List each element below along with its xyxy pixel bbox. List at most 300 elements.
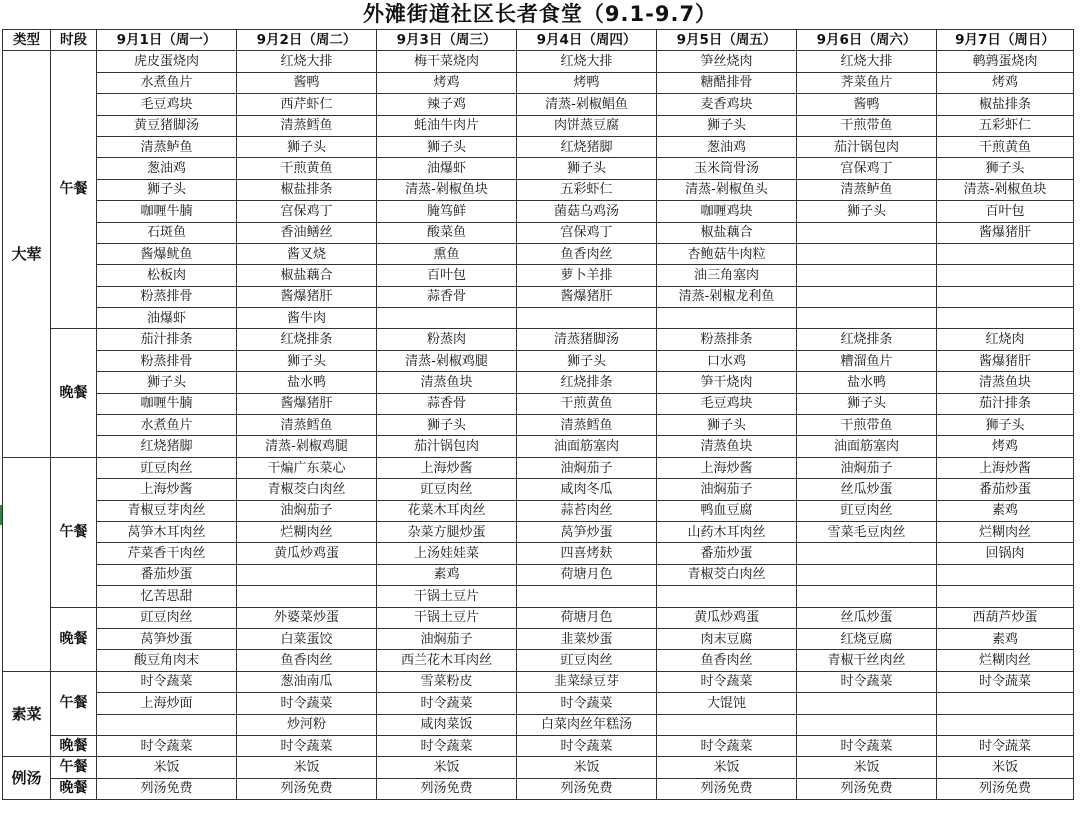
dish-cell: 酱牛肉 xyxy=(237,308,377,329)
dish-cell: 番茄炒蛋 xyxy=(97,564,237,585)
header-period: 时段 xyxy=(51,30,97,51)
dish-cell: 丝瓜炒蛋 xyxy=(797,607,937,628)
dish-cell: 四喜烤麸 xyxy=(517,543,657,564)
dish-cell xyxy=(657,308,797,329)
weekly-menu-table xyxy=(2,29,1074,800)
dish-cell: 时令蔬菜 xyxy=(97,735,237,756)
dish-cell: 时令蔬菜 xyxy=(657,671,797,692)
table-row xyxy=(3,564,1074,585)
dish-cell: 清蒸-剁椒鸡腿 xyxy=(237,436,377,457)
dish-cell: 茄汁锅包肉 xyxy=(797,136,937,157)
dish-cell: 上汤娃娃菜 xyxy=(377,543,517,564)
dish-cell: 油焖茄子 xyxy=(517,457,657,478)
dish-cell: 豇豆肉丝 xyxy=(797,500,937,521)
dish-cell: 莴笋炒蛋 xyxy=(517,521,657,542)
period-cell: 午餐 xyxy=(51,51,97,329)
table-row xyxy=(3,308,1074,329)
dish-cell: 酱爆鱿鱼 xyxy=(97,243,237,264)
dish-cell: 列汤免费 xyxy=(377,778,517,799)
dish-cell: 山药木耳肉丝 xyxy=(657,521,797,542)
table-row xyxy=(3,201,1074,222)
dish-cell: 米饭 xyxy=(97,757,237,778)
dish-cell: 油焖茄子 xyxy=(657,479,797,500)
dish-cell: 咖喱鸡块 xyxy=(657,201,797,222)
dish-cell: 红烧大排 xyxy=(797,51,937,72)
dish-cell: 时令蔬菜 xyxy=(937,671,1074,692)
dish-cell: 列汤免费 xyxy=(937,778,1074,799)
dish-cell: 盐水鸭 xyxy=(797,372,937,393)
table-row xyxy=(3,757,1074,778)
table-row xyxy=(3,607,1074,628)
dish-cell xyxy=(797,265,937,286)
dish-cell xyxy=(797,693,937,714)
dish-cell: 烂糊肉丝 xyxy=(937,650,1074,671)
dish-cell: 荷塘月色 xyxy=(517,607,657,628)
dish-cell: 雪菜粉皮 xyxy=(377,671,517,692)
table-row xyxy=(3,51,1074,72)
dish-cell: 素鸡 xyxy=(937,500,1074,521)
dish-cell: 干锅土豆片 xyxy=(377,586,517,607)
dish-cell: 干煎黄鱼 xyxy=(937,136,1074,157)
dish-cell: 笋干烧肉 xyxy=(657,372,797,393)
dish-cell: 列汤免费 xyxy=(237,778,377,799)
dish-cell: 莴笋炒蛋 xyxy=(97,628,237,649)
dish-cell: 列汤免费 xyxy=(657,778,797,799)
dish-cell: 玉米筒骨汤 xyxy=(657,158,797,179)
dish-cell: 西葫芦炒蛋 xyxy=(937,607,1074,628)
dish-cell: 狮子头 xyxy=(797,201,937,222)
dish-cell: 蒜香骨 xyxy=(377,286,517,307)
dish-cell: 清蒸鳕鱼 xyxy=(237,415,377,436)
dish-cell: 口水鸡 xyxy=(657,350,797,371)
category-cell xyxy=(3,457,51,671)
dish-cell: 狮子头 xyxy=(237,136,377,157)
dish-cell: 干煎带鱼 xyxy=(797,415,937,436)
dish-cell: 上海炒酱 xyxy=(657,457,797,478)
dish-cell: 狮子头 xyxy=(377,415,517,436)
dish-cell: 丝瓜炒蛋 xyxy=(797,479,937,500)
dish-cell: 烤鸡 xyxy=(937,72,1074,93)
dish-cell: 米饭 xyxy=(937,757,1074,778)
dish-cell: 肉末豆腐 xyxy=(657,628,797,649)
dish-cell: 红烧猪脚 xyxy=(97,436,237,457)
dish-cell: 百叶包 xyxy=(377,265,517,286)
dish-cell: 时令蔬菜 xyxy=(937,735,1074,756)
dish-cell xyxy=(97,714,237,735)
dish-cell: 芹菜香干肉丝 xyxy=(97,543,237,564)
table-row xyxy=(3,243,1074,264)
dish-cell xyxy=(657,714,797,735)
dish-cell: 茄汁锅包肉 xyxy=(377,436,517,457)
header-day: 9月3日（周三） xyxy=(377,30,517,51)
period-cell: 晚餐 xyxy=(51,607,97,671)
dish-cell xyxy=(797,243,937,264)
dish-cell: 油面筋塞肉 xyxy=(797,436,937,457)
menu-body xyxy=(3,51,1074,800)
dish-cell: 酱爆猪肝 xyxy=(937,350,1074,371)
period-cell: 晚餐 xyxy=(51,735,97,756)
table-row xyxy=(3,778,1074,799)
dish-cell: 盐水鸭 xyxy=(237,372,377,393)
dish-cell: 番茄炒蛋 xyxy=(657,543,797,564)
dish-cell: 萝卜羊排 xyxy=(517,265,657,286)
dish-cell: 菌菇乌鸡汤 xyxy=(517,201,657,222)
dish-cell: 狮子头 xyxy=(657,415,797,436)
dish-cell: 时令蔬菜 xyxy=(797,735,937,756)
dish-cell: 水煮鱼片 xyxy=(97,415,237,436)
dish-cell: 清蒸-剁椒鸡腿 xyxy=(377,350,517,371)
dish-cell: 咖喱牛腩 xyxy=(97,393,237,414)
dish-cell: 时令蔬菜 xyxy=(517,735,657,756)
dish-cell: 杂菜方腿炒蛋 xyxy=(377,521,517,542)
header-day: 9月4日（周四） xyxy=(517,30,657,51)
dish-cell: 水煮鱼片 xyxy=(97,72,237,93)
dish-cell: 干煎黄鱼 xyxy=(237,158,377,179)
dish-cell: 韭菜绿豆芽 xyxy=(517,671,657,692)
dish-cell: 粉蒸肉 xyxy=(377,329,517,350)
dish-cell: 外婆菜炒蛋 xyxy=(237,607,377,628)
period-cell: 晚餐 xyxy=(51,778,97,799)
dish-cell: 雪菜毛豆肉丝 xyxy=(797,521,937,542)
dish-cell: 红烧肉 xyxy=(937,329,1074,350)
dish-cell: 鱼香肉丝 xyxy=(657,650,797,671)
dish-cell: 狮子头 xyxy=(97,179,237,200)
dish-cell: 上海炒酱 xyxy=(97,479,237,500)
dish-cell: 干锅土豆片 xyxy=(377,607,517,628)
dish-cell: 油爆虾 xyxy=(377,158,517,179)
dish-cell: 红烧豆腐 xyxy=(797,628,937,649)
dish-cell xyxy=(377,308,517,329)
dish-cell: 豇豆肉丝 xyxy=(377,479,517,500)
dish-cell: 红烧大排 xyxy=(237,51,377,72)
dish-cell: 百叶包 xyxy=(937,201,1074,222)
dish-cell: 荠菜鱼片 xyxy=(797,72,937,93)
dish-cell: 番茄炒蛋 xyxy=(937,479,1074,500)
dish-cell: 狮子头 xyxy=(517,350,657,371)
dish-cell: 时令蔬菜 xyxy=(237,735,377,756)
dish-cell: 笋丝烧肉 xyxy=(657,51,797,72)
dish-cell: 椒盐排条 xyxy=(237,179,377,200)
dish-cell: 狮子头 xyxy=(937,415,1074,436)
table-row xyxy=(3,94,1074,115)
table-row xyxy=(3,479,1074,500)
dish-cell: 狮子头 xyxy=(97,372,237,393)
dish-cell: 葱油鸡 xyxy=(97,158,237,179)
dish-cell: 烂糊肉丝 xyxy=(237,521,377,542)
dish-cell: 油三角塞肉 xyxy=(657,265,797,286)
dish-cell: 米饭 xyxy=(237,757,377,778)
dish-cell: 青椒茭白肉丝 xyxy=(657,564,797,585)
header-day: 9月5日（周五） xyxy=(657,30,797,51)
table-row xyxy=(3,415,1074,436)
dish-cell: 豇豆肉丝 xyxy=(97,607,237,628)
dish-cell xyxy=(797,222,937,243)
dish-cell xyxy=(937,243,1074,264)
dish-cell xyxy=(797,543,937,564)
dish-cell: 时令蔬菜 xyxy=(657,735,797,756)
dish-cell: 列汤免费 xyxy=(797,778,937,799)
dish-cell: 油面筋塞肉 xyxy=(517,436,657,457)
dish-cell: 鱼香肉丝 xyxy=(237,650,377,671)
dish-cell: 干煸广东菜心 xyxy=(237,457,377,478)
dish-cell: 米饭 xyxy=(797,757,937,778)
header-day: 9月1日（周一） xyxy=(97,30,237,51)
dish-cell: 时令蔬菜 xyxy=(377,735,517,756)
dish-cell: 红烧排条 xyxy=(517,372,657,393)
dish-cell: 时令蔬菜 xyxy=(97,671,237,692)
dish-cell: 清蒸鱼块 xyxy=(377,372,517,393)
header-day: 9月6日（周六） xyxy=(797,30,937,51)
dish-cell: 清蒸鲈鱼 xyxy=(797,179,937,200)
dish-cell: 葱油鸡 xyxy=(657,136,797,157)
dish-cell: 豇豆肉丝 xyxy=(97,457,237,478)
dish-cell: 烤鸡 xyxy=(377,72,517,93)
table-row xyxy=(3,158,1074,179)
dish-cell: 列汤免费 xyxy=(517,778,657,799)
dish-cell xyxy=(937,265,1074,286)
dish-cell: 鹌鹑蛋烧肉 xyxy=(937,51,1074,72)
dish-cell: 蚝油牛肉片 xyxy=(377,115,517,136)
dish-cell: 花菜木耳肉丝 xyxy=(377,500,517,521)
period-cell: 午餐 xyxy=(51,671,97,735)
dish-cell: 青椒干丝肉丝 xyxy=(797,650,937,671)
dish-cell: 回锅肉 xyxy=(937,543,1074,564)
dish-cell: 酱鸭 xyxy=(237,72,377,93)
dish-cell: 鱼香肉丝 xyxy=(517,243,657,264)
dish-cell: 红烧大排 xyxy=(517,51,657,72)
dish-cell: 烤鸡 xyxy=(937,436,1074,457)
dish-cell: 青椒豆芽肉丝 xyxy=(97,500,237,521)
dish-cell: 韭菜炒蛋 xyxy=(517,628,657,649)
dish-cell: 酱鸭 xyxy=(797,94,937,115)
dish-cell: 时令蔬菜 xyxy=(237,693,377,714)
dish-cell xyxy=(797,308,937,329)
dish-cell: 毛豆鸡块 xyxy=(657,393,797,414)
dish-cell: 酱爆猪肝 xyxy=(237,393,377,414)
table-row xyxy=(3,543,1074,564)
dish-cell: 忆苦思甜 xyxy=(97,586,237,607)
dish-cell: 狮子头 xyxy=(377,136,517,157)
table-row xyxy=(3,650,1074,671)
dish-cell: 麦香鸡块 xyxy=(657,94,797,115)
table-row xyxy=(3,136,1074,157)
dish-cell: 粉蒸排骨 xyxy=(97,350,237,371)
table-row xyxy=(3,265,1074,286)
dish-cell: 干煎带鱼 xyxy=(797,115,937,136)
dish-cell: 时令蔬菜 xyxy=(377,693,517,714)
dish-cell: 茄汁排条 xyxy=(97,329,237,350)
dish-cell: 西芹虾仁 xyxy=(237,94,377,115)
dish-cell: 清蒸鲈鱼 xyxy=(97,136,237,157)
dish-cell: 白菜蛋饺 xyxy=(237,628,377,649)
period-cell: 午餐 xyxy=(51,757,97,778)
table-row xyxy=(3,393,1074,414)
dish-cell: 酱叉烧 xyxy=(237,243,377,264)
dish-cell: 熏鱼 xyxy=(377,243,517,264)
dish-cell: 辣子鸡 xyxy=(377,94,517,115)
table-row xyxy=(3,72,1074,93)
dish-cell xyxy=(517,308,657,329)
dish-cell: 五彩虾仁 xyxy=(517,179,657,200)
dish-cell: 清蒸猪脚汤 xyxy=(517,329,657,350)
dish-cell: 虎皮蛋烧肉 xyxy=(97,51,237,72)
dish-cell: 白菜肉丝年糕汤 xyxy=(517,714,657,735)
dish-cell: 清蒸-剁椒鲳鱼 xyxy=(517,94,657,115)
dish-cell xyxy=(937,308,1074,329)
table-row xyxy=(3,457,1074,478)
dish-cell: 鸭血豆腐 xyxy=(657,500,797,521)
dish-cell: 黄瓜炒鸡蛋 xyxy=(237,543,377,564)
table-row xyxy=(3,521,1074,542)
dish-cell: 清蒸-剁椒鱼头 xyxy=(657,179,797,200)
dish-cell: 糖醋排骨 xyxy=(657,72,797,93)
dish-cell: 清蒸鱼块 xyxy=(937,372,1074,393)
dish-cell: 肉饼蒸豆腐 xyxy=(517,115,657,136)
dish-cell: 黄瓜炒鸡蛋 xyxy=(657,607,797,628)
dish-cell: 狮子头 xyxy=(657,115,797,136)
dish-cell: 酱爆猪肝 xyxy=(937,222,1074,243)
table-row xyxy=(3,329,1074,350)
dish-cell: 粉蒸排条 xyxy=(657,329,797,350)
dish-cell: 米饭 xyxy=(657,757,797,778)
dish-cell xyxy=(937,714,1074,735)
dish-cell: 青椒茭白肉丝 xyxy=(237,479,377,500)
dish-cell: 狮子头 xyxy=(517,158,657,179)
dish-cell: 上海炒酱 xyxy=(937,457,1074,478)
dish-cell: 大馄饨 xyxy=(657,693,797,714)
dish-cell xyxy=(237,586,377,607)
dish-cell: 蒜香骨 xyxy=(377,393,517,414)
dish-cell: 糟溜鱼片 xyxy=(797,350,937,371)
dish-cell: 时令蔬菜 xyxy=(517,693,657,714)
dish-cell: 松板肉 xyxy=(97,265,237,286)
table-row xyxy=(3,671,1074,692)
dish-cell: 上海炒酱 xyxy=(377,457,517,478)
dish-cell: 炒河粉 xyxy=(237,714,377,735)
table-row xyxy=(3,115,1074,136)
header-row xyxy=(3,30,1074,51)
dish-cell: 荷塘月色 xyxy=(517,564,657,585)
header-type: 类型 xyxy=(3,30,51,51)
table-row xyxy=(3,222,1074,243)
dish-cell: 素鸡 xyxy=(937,628,1074,649)
dish-cell: 油爆虾 xyxy=(97,308,237,329)
dish-cell: 黄豆猪脚汤 xyxy=(97,115,237,136)
dish-cell: 酸豆角肉末 xyxy=(97,650,237,671)
table-row xyxy=(3,714,1074,735)
table-row xyxy=(3,693,1074,714)
dish-cell: 宫保鸡丁 xyxy=(797,158,937,179)
dish-cell: 西兰花木耳肉丝 xyxy=(377,650,517,671)
dish-cell: 宫保鸡丁 xyxy=(517,222,657,243)
dish-cell: 腌笃鲜 xyxy=(377,201,517,222)
header-day: 9月2日（周二） xyxy=(237,30,377,51)
dish-cell: 咸肉菜饭 xyxy=(377,714,517,735)
dish-cell xyxy=(797,286,937,307)
table-row xyxy=(3,286,1074,307)
dish-cell: 清蒸-剁椒龙利鱼 xyxy=(657,286,797,307)
dish-cell: 咖喱牛腩 xyxy=(97,201,237,222)
dish-cell: 五彩虾仁 xyxy=(937,115,1074,136)
dish-cell xyxy=(937,286,1074,307)
dish-cell: 上海炒面 xyxy=(97,693,237,714)
dish-cell xyxy=(797,586,937,607)
dish-cell: 狮子头 xyxy=(797,393,937,414)
dish-cell: 咸肉冬瓜 xyxy=(517,479,657,500)
dish-cell: 粉蒸排骨 xyxy=(97,286,237,307)
period-cell: 午餐 xyxy=(51,457,97,607)
dish-cell: 酱爆猪肝 xyxy=(237,286,377,307)
dish-cell: 清蒸鱼块 xyxy=(657,436,797,457)
dish-cell: 宫保鸡丁 xyxy=(237,201,377,222)
dish-cell: 油焖茄子 xyxy=(797,457,937,478)
dish-cell: 米饭 xyxy=(517,757,657,778)
category-cell: 素菜 xyxy=(3,671,51,757)
dish-cell: 列汤免费 xyxy=(97,778,237,799)
dish-cell xyxy=(937,693,1074,714)
dish-cell: 酱爆猪肝 xyxy=(517,286,657,307)
dish-cell: 石斑鱼 xyxy=(97,222,237,243)
dish-cell: 清蒸鳕鱼 xyxy=(237,115,377,136)
table-row xyxy=(3,735,1074,756)
table-row xyxy=(3,179,1074,200)
header-day: 9月7日（周日） xyxy=(937,30,1074,51)
table-row xyxy=(3,436,1074,457)
dish-cell: 莴笋木耳肉丝 xyxy=(97,521,237,542)
dish-cell: 素鸡 xyxy=(377,564,517,585)
dish-cell: 椒盐藕合 xyxy=(237,265,377,286)
dish-cell xyxy=(937,564,1074,585)
dish-cell: 米饭 xyxy=(377,757,517,778)
dish-cell: 椒盐藕合 xyxy=(657,222,797,243)
table-row xyxy=(3,500,1074,521)
table-row xyxy=(3,372,1074,393)
period-cell: 晚餐 xyxy=(51,329,97,457)
dish-cell xyxy=(657,586,797,607)
dish-cell: 梅干菜烧肉 xyxy=(377,51,517,72)
dish-cell: 茄汁排条 xyxy=(937,393,1074,414)
table-row xyxy=(3,586,1074,607)
dish-cell: 椒盐排条 xyxy=(937,94,1074,115)
dish-cell: 油焖茄子 xyxy=(237,500,377,521)
dish-cell xyxy=(797,714,937,735)
dish-cell: 狮子头 xyxy=(237,350,377,371)
category-cell: 大荤 xyxy=(3,51,51,457)
dish-cell: 烂糊肉丝 xyxy=(937,521,1074,542)
dish-cell: 时令蔬菜 xyxy=(797,671,937,692)
dish-cell: 清蒸-剁椒鱼块 xyxy=(937,179,1074,200)
dish-cell xyxy=(237,564,377,585)
dish-cell: 干煎黄鱼 xyxy=(517,393,657,414)
dish-cell: 毛豆鸡块 xyxy=(97,94,237,115)
dish-cell: 蒜苔肉丝 xyxy=(517,500,657,521)
dish-cell: 葱油南瓜 xyxy=(237,671,377,692)
dish-cell: 香油鳝丝 xyxy=(237,222,377,243)
dish-cell xyxy=(517,586,657,607)
dish-cell: 清蒸鳕鱼 xyxy=(517,415,657,436)
dish-cell: 杏鲍菇牛肉粒 xyxy=(657,243,797,264)
dish-cell: 清蒸-剁椒鱼块 xyxy=(377,179,517,200)
dish-cell: 油焖茄子 xyxy=(377,628,517,649)
dish-cell: 酸菜鱼 xyxy=(377,222,517,243)
dish-cell: 烤鸭 xyxy=(517,72,657,93)
table-row xyxy=(3,350,1074,371)
dish-cell: 红烧排条 xyxy=(797,329,937,350)
dish-cell xyxy=(937,586,1074,607)
dish-cell: 狮子头 xyxy=(937,158,1074,179)
page-title: 外滩街道社区长者食堂（9.1-9.7） xyxy=(362,2,718,26)
dish-cell: 红烧猪脚 xyxy=(517,136,657,157)
